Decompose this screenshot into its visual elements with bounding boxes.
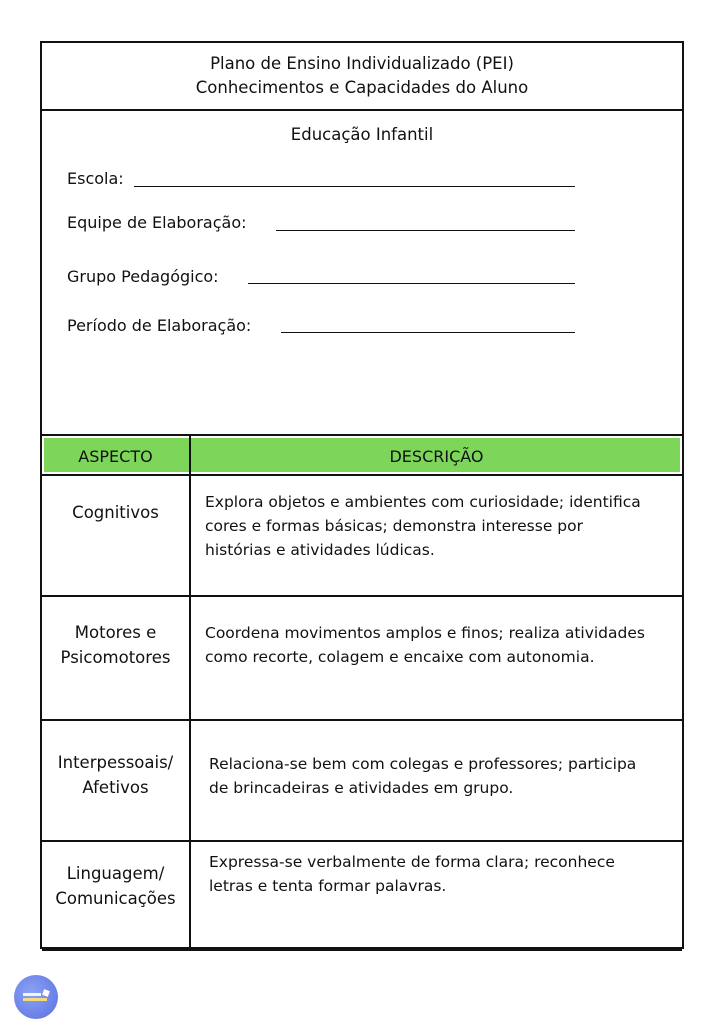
table-row xyxy=(42,476,682,597)
pei-form xyxy=(40,41,684,949)
header-description: DESCRIÇÃO xyxy=(389,446,484,466)
periodo-field[interactable] xyxy=(281,332,575,333)
description-line: Relaciona-se bem com colegas e professores; participa xyxy=(209,755,637,773)
grupo-label: Grupo Pedagógico: xyxy=(67,267,219,286)
description-line: Coordena movimentos amplos e finos; realiza atividades xyxy=(205,624,645,642)
education-level: Educação Infantil xyxy=(290,125,434,144)
table-header xyxy=(42,434,682,476)
aspect-text: Afetivos xyxy=(82,778,149,797)
periodo-label: Período de Elaboração: xyxy=(67,316,252,335)
grupo-field[interactable] xyxy=(248,283,575,284)
brand-logo-icon xyxy=(14,975,58,1019)
aspect-text: Interpessoais/ xyxy=(57,753,174,772)
header-aspect: ASPECTO xyxy=(78,446,153,466)
aspect-text: Psicomotores xyxy=(60,648,171,667)
description-cell xyxy=(205,621,645,669)
description-line: como recorte, colagem e encaixe com autonomia. xyxy=(205,648,595,666)
title-line-1: Plano de Ensino Individualizado (PEI) xyxy=(210,54,514,73)
aspect-cell xyxy=(42,750,189,800)
aspect-text: Comunicações xyxy=(55,889,176,908)
description-line: Explora objetos e ambientes com curiosidade; identifica xyxy=(205,493,641,511)
escola-label: Escola: xyxy=(67,169,124,188)
title-line-2: Conhecimentos e Capacidades do Aluno xyxy=(195,78,529,97)
aspect-cell xyxy=(42,861,189,911)
info-section xyxy=(42,111,682,434)
aspect-text: Linguagem/ xyxy=(66,864,165,883)
description-line: letras e tenta formar palavras. xyxy=(209,877,447,895)
escola-field[interactable] xyxy=(134,186,575,187)
aspect-text: Motores e xyxy=(74,623,157,642)
equipe-label: Equipe de Elaboração: xyxy=(67,213,247,232)
description-cell xyxy=(205,490,641,562)
aspect-cell xyxy=(42,620,189,670)
description-line: Expressa-se verbalmente de forma clara; reconhece xyxy=(209,853,615,871)
description-line: de brincadeiras e atividades em grupo. xyxy=(209,779,514,797)
aspect-text: Cognitivos xyxy=(72,503,159,522)
table-row xyxy=(42,842,682,951)
logo-mark-icon xyxy=(21,987,51,1007)
table-row xyxy=(42,721,682,842)
aspect-cell xyxy=(42,500,189,525)
column-divider xyxy=(189,434,191,951)
description-cell xyxy=(209,850,615,898)
equipe-field[interactable] xyxy=(276,230,575,231)
form-title xyxy=(42,43,682,111)
description-line: cores e formas básicas; demonstra interesse por xyxy=(205,517,583,535)
description-line: histórias e atividades lúdicas. xyxy=(205,541,435,559)
description-cell xyxy=(209,752,636,800)
table-row xyxy=(42,597,682,721)
